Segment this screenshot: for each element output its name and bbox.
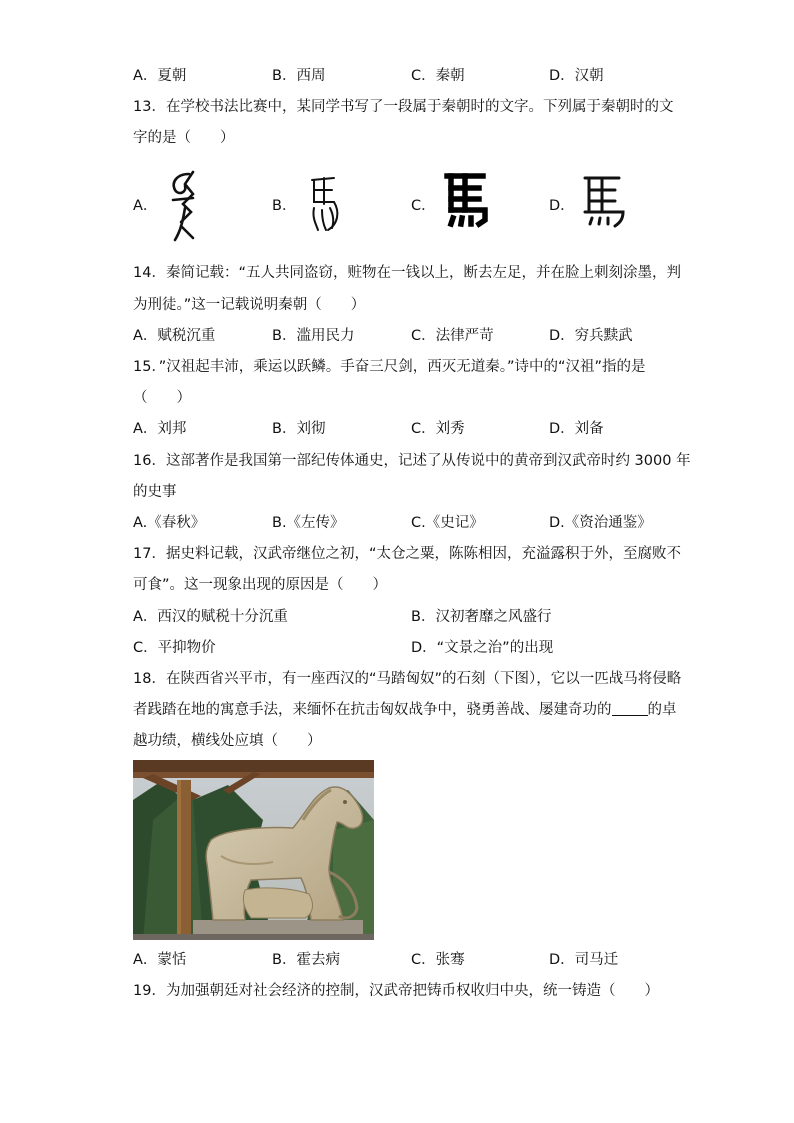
q18-stem-line2-part1: 者践踏在地的寓意手法，来缅怀在抗击匈奴战争中，骁勇善战、屡建奇功的 bbox=[133, 702, 612, 718]
q12-option-b: B．西周 bbox=[272, 68, 326, 84]
oracle-bone-horse-icon bbox=[163, 168, 203, 244]
answer-blank bbox=[612, 701, 648, 716]
q14-stem-line2: 为刑徒。”这一记载说明秦朝（ ） bbox=[133, 297, 366, 313]
q14-stem-line1: 14．秦简记载：“五人共同盗窃，赃物在一钱以上，断去左足，并在脸上刺刻涂墨，判 bbox=[133, 265, 681, 281]
q14-option-d: D．穷兵黩武 bbox=[549, 328, 633, 344]
q17-option-d: D．“文景之治”的出现 bbox=[411, 640, 554, 656]
q15-option-c: C．刘秀 bbox=[411, 421, 465, 437]
q18-stem-line2-part2: 的卓 bbox=[647, 702, 677, 718]
q16-option-d: D.《资治通鉴》 bbox=[549, 515, 652, 531]
q17-option-c: C．平抑物价 bbox=[133, 640, 216, 656]
q16-option-b: B.《左传》 bbox=[272, 515, 345, 531]
stone-horse-sculpture-image bbox=[133, 760, 374, 940]
q16-option-c: C.《史记》 bbox=[411, 515, 484, 531]
bold-regular-horse-icon bbox=[441, 168, 493, 228]
q18-option-a: A．蒙恬 bbox=[133, 952, 187, 968]
q18-stem-line1: 18．在陕西省兴平市，有一座西汉的“马踏匈奴”的石刻（下图），它以一匹战马将侵略 bbox=[133, 671, 682, 687]
q15-option-a: A．刘邦 bbox=[133, 421, 187, 437]
q15-option-d: D．刘备 bbox=[549, 421, 604, 437]
q19-stem-line1: 19．为加强朝廷对社会经济的控制，汉武帝把铸币权收归中央，统一铸造（ ） bbox=[133, 983, 659, 999]
q17-stem-line2: 可食”。这一现象出现的原因是（ ） bbox=[133, 577, 388, 593]
q13-option-b-label: B． bbox=[272, 198, 297, 214]
q16-stem-line2: 的史事 bbox=[133, 484, 177, 500]
q14-option-c: C．法律严苛 bbox=[411, 328, 494, 344]
q12-option-a: A．夏朝 bbox=[133, 68, 187, 84]
q14-option-a: A．赋税沉重 bbox=[133, 328, 216, 344]
q18-option-d: D．司马迁 bbox=[549, 952, 619, 968]
horse-trampling-xiongnu-stone-photo bbox=[133, 760, 374, 940]
q16-option-a: A.《春秋》 bbox=[133, 515, 206, 531]
q16-stem-line1: 16．这部著作是我国第一部纪传体通史，记述了从传说中的黄帝到汉武帝时约 3000 年 bbox=[133, 453, 691, 469]
small-seal-horse-icon bbox=[304, 168, 344, 238]
q13-stem-line1: 13．在学校书法比赛中，某同学书写了一段属于秦朝时的文字。下列属于秦朝时的文 bbox=[133, 99, 674, 115]
q13-option-d-label: D． bbox=[549, 198, 575, 214]
q15-option-b: B．刘彻 bbox=[272, 421, 326, 437]
q17-option-b: B．汉初奢靡之风盛行 bbox=[411, 609, 552, 625]
q13-stem-line2: 字的是（ ） bbox=[133, 130, 235, 146]
q13-option-a-label: A． bbox=[133, 198, 158, 214]
clerical-horse-icon bbox=[579, 168, 629, 228]
q17-option-a: A．西汉的赋税十分沉重 bbox=[133, 609, 288, 625]
q12-option-c: C．秦朝 bbox=[411, 68, 465, 84]
q18-stem-line3: 越功绩，横线处应填（ ） bbox=[133, 733, 322, 749]
q15-stem-line2: （ ） bbox=[133, 390, 191, 406]
q12-option-d: D．汉朝 bbox=[549, 68, 604, 84]
q14-option-b: B．滥用民力 bbox=[272, 328, 355, 344]
q13-option-c-label: C． bbox=[411, 198, 436, 214]
q15-stem-line1: 15．”汉祖起丰沛，乘运以跃鳞。手奋三尺剑，西灭无道秦。”诗中的“汉祖”指的是 bbox=[133, 359, 646, 375]
q18-stem-line2 bbox=[133, 700, 677, 720]
q18-option-b: B．霍去病 bbox=[272, 952, 340, 968]
q18-option-c: C．张骞 bbox=[411, 952, 465, 968]
q17-stem-line1: 17．据史料记载，汉武帝继位之初，“太仓之粟，陈陈相因，充溢露积于外，至腐败不 bbox=[133, 546, 681, 562]
